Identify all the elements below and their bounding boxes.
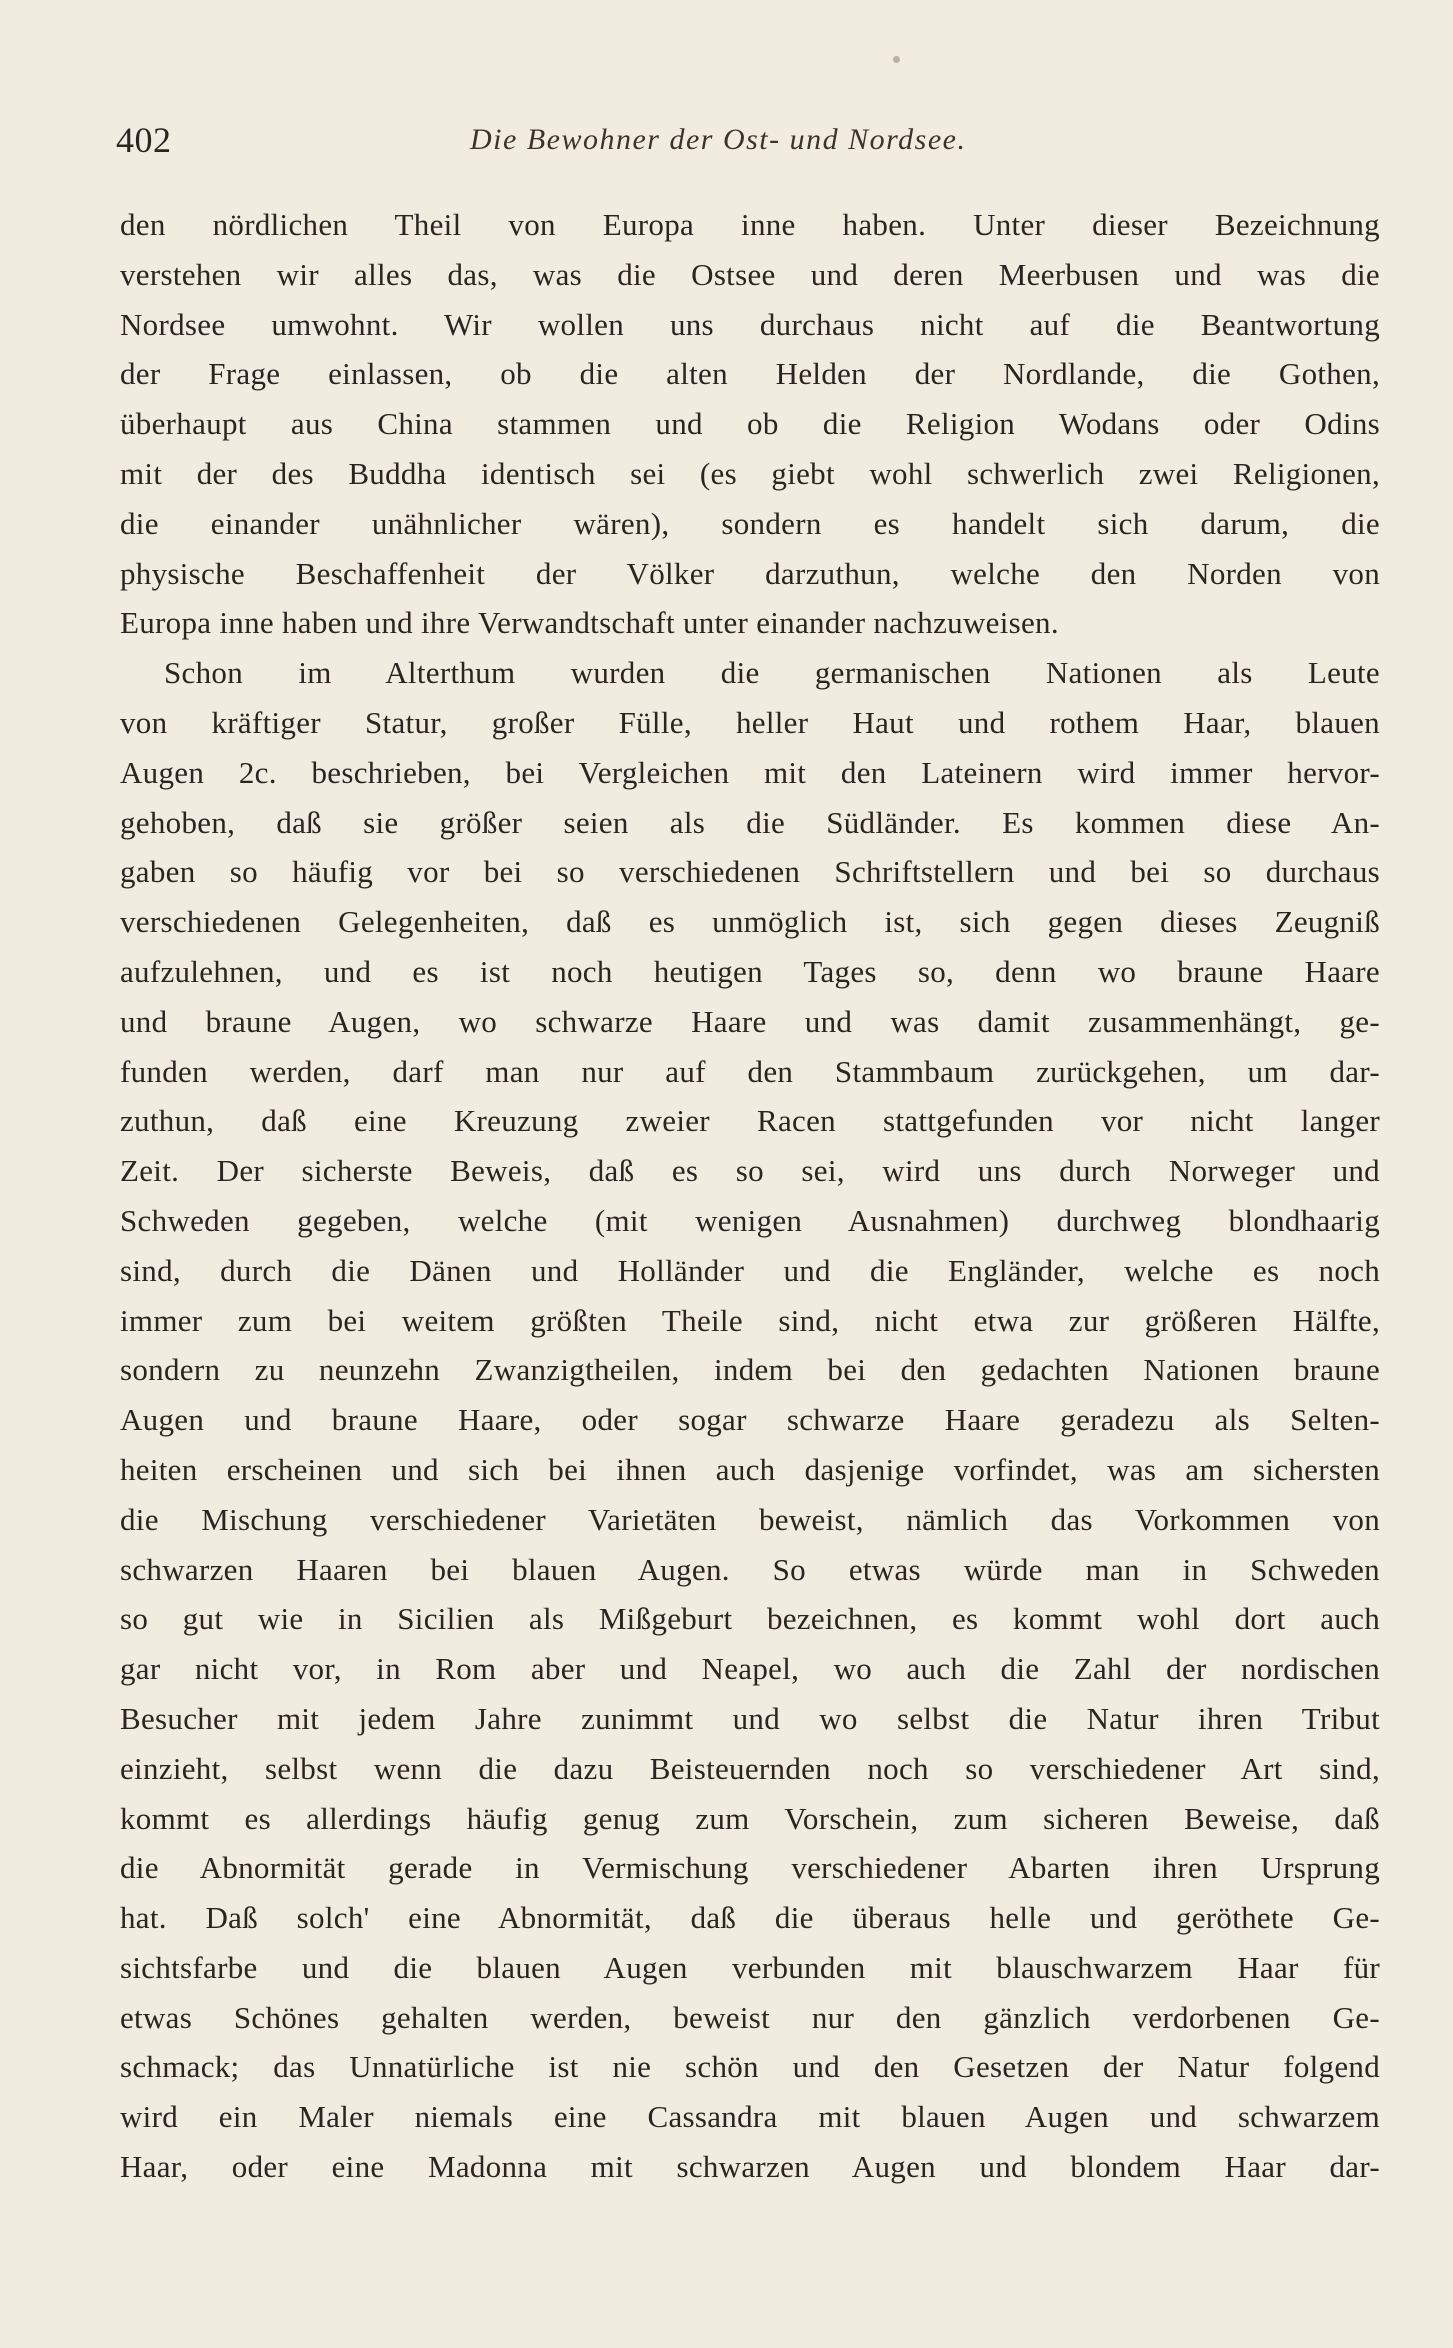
text-line: Europa inne haben und ihre Verwandtschaft unter einander nachzuweisen. [120, 605, 1059, 641]
text-line: die Mischung verschiedener Varietäten beweist, nämlich das Vorkommen von [120, 1501, 1380, 1537]
text-line: physische Beschaffenheit der Völker darzuthun, welche den Norden von [120, 555, 1380, 591]
text-line: kommt es allerdings häufig genug zum Vorschein, zum sicheren Beweise, daß [120, 1800, 1380, 1836]
text-line: verstehen wir alles das, was die Ostsee und deren Meerbusen und was die [120, 256, 1380, 292]
text-line: heiten erscheinen und sich bei ihnen auch dasjenige vorfindet, was am sichersten [120, 1451, 1380, 1487]
text-line: sichtsfarbe und die blauen Augen verbunden mit blauschwarzem Haar für [120, 1949, 1380, 1985]
text-line: Augen 2c. beschrieben, bei Vergleichen mit den Lateinern wird immer hervor- [120, 754, 1380, 790]
text-line: Augen und braune Haare, oder sogar schwarze Haare geradezu als Selten- [120, 1402, 1380, 1438]
text-line: zuthun, daß eine Kreuzung zweier Racen stattgefunden vor nicht langer [120, 1103, 1380, 1139]
text-line: mit der des Buddha identisch sei (es giebt wohl schwerlich zwei Religionen, [120, 455, 1380, 491]
page-number: 402 [116, 120, 172, 160]
body-text [120, 200, 1380, 2192]
text-line: gar nicht vor, in Rom aber und Neapel, wo auch die Zahl der nordischen [120, 1651, 1380, 1687]
text-line: so gut wie in Sicilien als Mißgeburt bezeichnen, es kommt wohl dort auch [120, 1601, 1380, 1637]
text-line: Schweden gegeben, welche (mit wenigen Ausnahmen) durchweg blondhaarig [120, 1202, 1380, 1238]
text-line: und braune Augen, wo schwarze Haare und was damit zusammenhängt, ge- [120, 1003, 1380, 1039]
text-line: sind, durch die Dänen und Holländer und die Engländer, welche es noch [120, 1252, 1380, 1288]
text-line: aufzulehnen, und es ist noch heutigen Tages so, denn wo braune Haare [120, 953, 1380, 989]
text-line: Besucher mit jedem Jahre zunimmt und wo selbst die Natur ihren Tribut [120, 1700, 1380, 1736]
text-line: den nördlichen Theil von Europa inne haben. Unter dieser Bezeichnung [120, 207, 1380, 242]
text-line: die einander unähnlicher wären), sondern es handelt sich darum, die [120, 505, 1380, 541]
text-line: die Abnormität gerade in Vermischung verschiedener Abarten ihren Ursprung [120, 1850, 1380, 1886]
text-line: überhaupt aus China stammen und ob die Religion Wodans oder Odins [120, 406, 1380, 442]
ink-speck [893, 56, 900, 63]
text-line: von kräftiger Statur, großer Fülle, heller Haut und rothem Haar, blauen [120, 704, 1380, 740]
text-line: Zeit. Der sicherste Beweis, daß es so sei, wird uns durch Norweger und [120, 1153, 1380, 1189]
text-line: sondern zu neunzehn Zwanzigtheilen, indem bei den gedachten Nationen braune [120, 1352, 1380, 1388]
text-line: Haar, oder eine Madonna mit schwarzen Augen und blondem Haar dar- [120, 2149, 1380, 2185]
text-line: hat. Daß solch' eine Abnormität, daß die überaus helle und geröthete Ge- [120, 1900, 1380, 1936]
text-line: wird ein Maler niemals eine Cassandra mit blauen Augen und schwarzem [120, 2099, 1380, 2135]
text-line: der Frage einlassen, ob die alten Helden der Nordlande, die Gothen, [120, 356, 1380, 392]
text-line: Nordsee umwohnt. Wir wollen uns durchaus nicht auf die Beantwortung [120, 306, 1380, 342]
text-line: einzieht, selbst wenn die dazu Beisteuernden noch so verschiedener Art sind, [120, 1750, 1380, 1786]
text-line: schmack; das Unnatürliche ist nie schön und den Gesetzen der Natur folgend [120, 2049, 1380, 2085]
running-title: Die Bewohner der Ost- und Nordsee. [470, 123, 967, 156]
text-line: gaben so häufig vor bei so verschiedenen Schriftstellern und bei so durchaus [120, 854, 1380, 890]
text-line: gehoben, daß sie größer seien als die Südländer. Es kommen diese An- [120, 804, 1380, 840]
text-line: etwas Schönes gehalten werden, beweist nur den gänzlich verdorbenen Ge- [120, 1999, 1380, 2035]
text-line: schwarzen Haaren bei blauen Augen. So etwas würde man in Schweden [120, 1551, 1380, 1587]
text-line: funden werden, darf man nur auf den Stammbaum zurückgehen, um dar- [120, 1053, 1380, 1089]
text-line: immer zum bei weitem größten Theile sind, nicht etwa zur größeren Hälfte, [120, 1302, 1380, 1338]
text-line: verschiedenen Gelegenheiten, daß es unmöglich ist, sich gegen dieses Zeugniß [120, 904, 1380, 940]
paragraph-start-line: Schon im Alterthum wurden die germanischen Nationen als Leute [164, 655, 1380, 691]
